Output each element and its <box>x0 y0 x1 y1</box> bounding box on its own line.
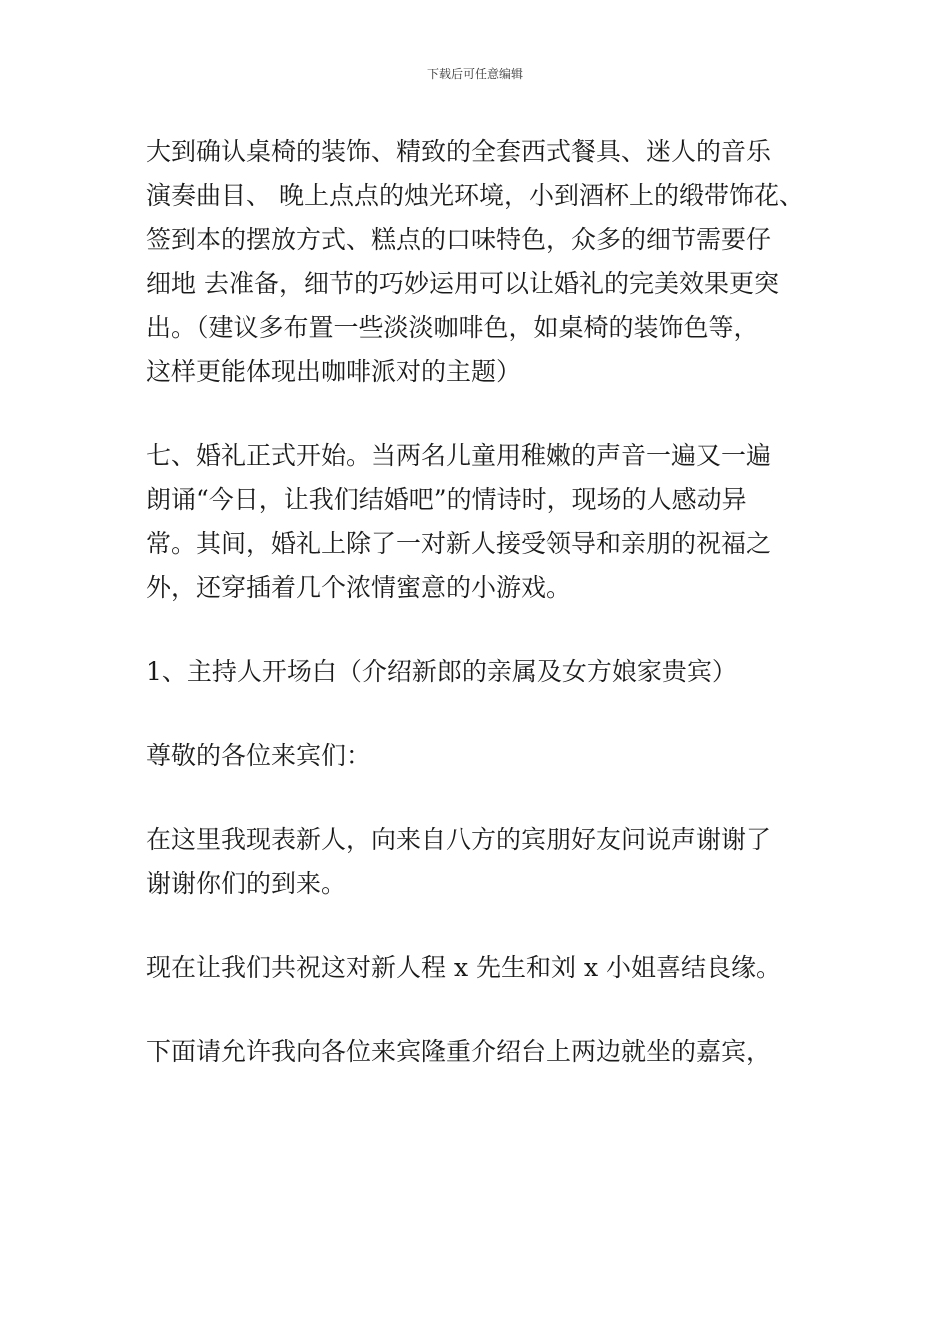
paragraph-blessing <box>146 946 836 990</box>
document-body <box>146 130 836 1074</box>
text-line: 下面请允许我向各位来宾隆重介绍台上两边就坐的嘉宾， <box>146 1037 772 1066</box>
text-line: 朗诵“今日，让我们结婚吧”的情诗时，现场的人感动异 <box>146 485 747 514</box>
paragraph-greeting <box>146 734 836 778</box>
text-line: 1、主持人开场白（介绍新郎的亲属及女方娘家贵宾） <box>146 657 737 686</box>
text-line: 签到本的摆放方式、糕点的口味特色，众多的细节需要仔 <box>146 225 772 254</box>
text-line: 细地 去准备，细节的巧妙运用可以让婚礼的完美效果更突 <box>146 269 779 298</box>
paragraph-guest-introduction <box>146 1030 836 1074</box>
page-header: 下载后可任意编辑 <box>426 67 523 81</box>
text-line: 现在让我们共祝这对新人程 x 先生和刘 x 小姐喜结良缘。 <box>146 953 781 982</box>
text-line: 外，还穿插着几个浓情蜜意的小游戏。 <box>146 573 572 602</box>
text-line: 演奏曲目、 晚上点点的烛光环境，小到酒杯上的缎带饰花、 <box>146 181 804 210</box>
paragraph-host-opening-heading <box>146 650 836 694</box>
text-line: 七、婚礼正式开始。当两名儿童用稚嫩的声音一遍又一遍 <box>146 441 772 470</box>
text-line: 在这里我现表新人，向来自八方的宾朋好友问说声谢谢了 <box>146 825 772 854</box>
paragraph-ceremony-start <box>146 434 836 610</box>
text-line: 出。（建议多布置一些淡淡咖啡色，如桌椅的装饰色等， <box>146 313 759 342</box>
text-line: 尊敬的各位来宾们： <box>146 741 372 770</box>
paragraph-decoration-details <box>146 130 836 394</box>
text-line: 大到确认桌椅的装饰、精致的全套西式餐具、迷人的音乐 <box>146 137 772 166</box>
text-line: 谢谢你们的到来。 <box>146 869 347 898</box>
text-line: 常。其间，婚礼上除了一对新人接受领导和亲朋的祝福之 <box>146 529 772 558</box>
text-line: 这样更能体现出咖啡派对的主题） <box>146 357 522 386</box>
paragraph-thanks <box>146 818 836 906</box>
